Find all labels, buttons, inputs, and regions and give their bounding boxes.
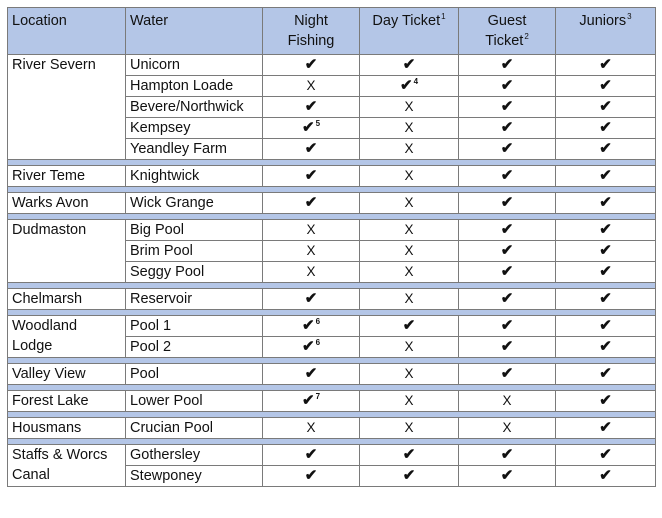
check-mark-cell: [263, 193, 360, 214]
water-cell: Big Pool: [126, 220, 263, 241]
water-cell: Unicorn: [126, 55, 263, 76]
cross-icon: X: [306, 264, 316, 279]
check-icon: ✔: [599, 167, 612, 184]
check-icon: ✔: [500, 77, 514, 94]
check-icon: ✔: [599, 317, 612, 334]
water-cell: Pool 1: [126, 316, 263, 337]
cross-mark-cell: [263, 262, 360, 283]
check-icon: ✔: [301, 119, 315, 136]
table-row: [8, 418, 656, 439]
location-cell: Woodland Lodge: [8, 316, 126, 358]
cross-mark-cell: [360, 364, 459, 385]
water-cell: Yeandley Farm: [126, 139, 263, 160]
cross-mark-cell: [263, 220, 360, 241]
table-row: [8, 55, 656, 76]
check-icon: ✔: [500, 194, 514, 211]
check-icon: ✔: [599, 392, 612, 409]
cross-mark-cell: [360, 262, 459, 283]
check-icon: ✔: [304, 365, 318, 382]
check-icon: ✔: [304, 446, 318, 463]
cross-icon: X: [306, 243, 316, 258]
check-icon: ✔: [500, 290, 514, 307]
check-icon: ✔: [500, 140, 514, 157]
check-mark-cell: [263, 97, 360, 118]
check-mark-cell: [459, 241, 556, 262]
check-mark-cell: [556, 193, 656, 214]
water-cell: Crucian Pool: [126, 418, 263, 439]
cross-icon: X: [404, 393, 414, 408]
check-mark-cell: [263, 139, 360, 160]
check-icon: ✔: [304, 290, 318, 307]
check-icon: ✔: [599, 140, 612, 157]
header-night-fishing: Night Fishing: [263, 8, 360, 55]
check-mark-cell: [263, 364, 360, 385]
check-mark-cell: [459, 337, 556, 358]
check-mark-cell: [459, 316, 556, 337]
header-row: [8, 8, 656, 55]
check-icon: ✔: [402, 446, 416, 463]
cross-icon: X: [404, 120, 414, 135]
cross-icon: X: [306, 78, 316, 93]
water-cell: Lower Pool: [126, 391, 263, 412]
check-icon: ✔: [304, 56, 318, 73]
check-icon: ✔: [599, 467, 612, 484]
water-cell: Stewponey: [126, 466, 263, 487]
water-cell: Pool: [126, 364, 263, 385]
check-mark-cell: [263, 466, 360, 487]
cross-icon: X: [404, 243, 414, 258]
table-row: [8, 364, 656, 385]
check-mark-cell: [263, 391, 360, 412]
check-mark-cell: [459, 118, 556, 139]
check-mark-cell: [459, 364, 556, 385]
check-mark-cell: [556, 364, 656, 385]
location-cell: River Severn: [8, 55, 126, 160]
check-mark-cell: [360, 76, 459, 97]
cross-mark-cell: [263, 241, 360, 262]
check-icon: ✔: [500, 263, 514, 280]
check-icon: ✔: [599, 419, 612, 436]
footnote-marker: 3: [627, 12, 632, 22]
check-mark-cell: [459, 445, 556, 466]
table-row: [8, 391, 656, 412]
check-icon: ✔: [500, 221, 514, 238]
check-mark-cell: [360, 466, 459, 487]
water-cell: Wick Grange: [126, 193, 263, 214]
check-icon: ✔: [304, 98, 318, 115]
cross-mark-cell: [360, 166, 459, 187]
check-icon: ✔: [599, 242, 612, 259]
check-icon: ✔: [599, 446, 612, 463]
check-mark-cell: [556, 262, 656, 283]
cross-mark-cell: [360, 418, 459, 439]
header-juniors: Juniors$^3$: [556, 8, 656, 55]
header-water: Water: [126, 8, 263, 55]
check-mark-cell: [459, 466, 556, 487]
check-icon: ✔: [500, 98, 514, 115]
check-mark-cell: [459, 289, 556, 310]
water-cell: Pool 2: [126, 337, 263, 358]
location-cell: River Teme: [8, 166, 126, 187]
water-cell: Kempsey: [126, 118, 263, 139]
check-mark-cell: [459, 262, 556, 283]
check-mark-cell: [556, 337, 656, 358]
check-icon: ✔: [304, 194, 318, 211]
cross-icon: X: [502, 393, 512, 408]
check-mark-cell: [459, 166, 556, 187]
check-icon: ✔: [500, 446, 514, 463]
check-icon: ✔: [301, 338, 315, 355]
check-mark-cell: [263, 445, 360, 466]
check-icon: ✔: [402, 467, 416, 484]
cross-icon: X: [404, 195, 414, 210]
check-icon: ✔: [399, 77, 413, 94]
cross-icon: X: [502, 420, 512, 435]
table-row: [8, 193, 656, 214]
cross-icon: X: [404, 168, 414, 183]
check-mark-cell: [459, 220, 556, 241]
check-mark-cell: [459, 139, 556, 160]
check-mark-cell: [556, 139, 656, 160]
cross-icon: X: [404, 291, 414, 306]
cross-icon: X: [404, 99, 414, 114]
cross-mark-cell: [263, 418, 360, 439]
check-icon: ✔: [402, 317, 416, 334]
check-mark-cell: [459, 76, 556, 97]
check-mark-cell: [556, 97, 656, 118]
check-mark-cell: [556, 241, 656, 262]
check-icon: ✔: [301, 392, 315, 409]
check-mark-cell: [263, 166, 360, 187]
cross-mark-cell: [360, 391, 459, 412]
footnote-marker: 1: [441, 12, 446, 22]
cross-mark-cell: [360, 97, 459, 118]
check-icon: ✔: [599, 56, 612, 73]
check-mark-cell: [263, 289, 360, 310]
location-cell: Staffs & Worcs Canal: [8, 445, 126, 487]
check-mark-cell: [360, 445, 459, 466]
cross-mark-cell: [360, 337, 459, 358]
check-mark-cell: [263, 55, 360, 76]
check-icon: ✔: [599, 263, 612, 280]
footnote-marker: 6: [315, 338, 321, 347]
footnote-marker: 5: [315, 119, 321, 128]
check-mark-cell: [556, 391, 656, 412]
water-cell: Knightwick: [126, 166, 263, 187]
water-cell: Gothersley: [126, 445, 263, 466]
footnote-marker: 4: [413, 77, 419, 86]
water-cell: Bevere/Northwick: [126, 97, 263, 118]
cross-icon: X: [306, 420, 316, 435]
location-cell: Housmans: [8, 418, 126, 439]
check-mark-cell: [263, 316, 360, 337]
check-mark-cell: [556, 445, 656, 466]
check-icon: ✔: [304, 467, 318, 484]
water-cell: Brim Pool: [126, 241, 263, 262]
location-cell: Dudmaston: [8, 220, 126, 283]
cross-mark-cell: [459, 391, 556, 412]
check-icon: ✔: [500, 56, 514, 73]
fishing-permissions-table: [7, 7, 656, 487]
footnote-marker: 7: [315, 392, 321, 401]
check-icon: ✔: [599, 98, 612, 115]
cross-icon: X: [404, 339, 414, 354]
cross-mark-cell: [360, 139, 459, 160]
cross-icon: X: [404, 222, 414, 237]
check-icon: ✔: [500, 317, 514, 334]
location-cell: Chelmarsh: [8, 289, 126, 310]
check-icon: ✔: [402, 56, 416, 73]
check-icon: ✔: [500, 167, 514, 184]
check-icon: ✔: [304, 167, 318, 184]
check-mark-cell: [459, 193, 556, 214]
header-day-ticket: Day Ticket$^1$: [360, 8, 459, 55]
check-icon: ✔: [599, 290, 612, 307]
check-mark-cell: [556, 166, 656, 187]
location-cell: Warks Avon: [8, 193, 126, 214]
check-icon: ✔: [500, 467, 514, 484]
check-mark-cell: [360, 55, 459, 76]
check-mark-cell: [459, 97, 556, 118]
footnote-marker: 2: [524, 32, 529, 42]
water-cell: Seggy Pool: [126, 262, 263, 283]
check-mark-cell: [556, 418, 656, 439]
cross-mark-cell: [360, 193, 459, 214]
table-row: [8, 166, 656, 187]
check-mark-cell: [360, 316, 459, 337]
check-icon: ✔: [304, 140, 318, 157]
cross-mark-cell: [360, 289, 459, 310]
check-icon: ✔: [599, 221, 612, 238]
check-icon: ✔: [599, 194, 612, 211]
check-mark-cell: [556, 289, 656, 310]
cross-mark-cell: [360, 220, 459, 241]
check-icon: ✔: [301, 317, 315, 334]
check-mark-cell: [556, 55, 656, 76]
check-mark-cell: [263, 337, 360, 358]
check-icon: ✔: [500, 119, 514, 136]
check-icon: ✔: [599, 338, 612, 355]
table-row: [8, 316, 656, 337]
check-icon: ✔: [500, 242, 514, 259]
check-mark-cell: [556, 220, 656, 241]
table-row: [8, 289, 656, 310]
water-cell: Hampton Loade: [126, 76, 263, 97]
check-mark-cell: [556, 316, 656, 337]
cross-icon: X: [404, 366, 414, 381]
check-mark-cell: [556, 76, 656, 97]
cross-mark-cell: [360, 118, 459, 139]
check-mark-cell: [263, 118, 360, 139]
cross-mark-cell: [263, 76, 360, 97]
header-location: Location: [8, 8, 126, 55]
check-mark-cell: [556, 466, 656, 487]
location-cell: Valley View: [8, 364, 126, 385]
check-icon: ✔: [599, 119, 612, 136]
check-icon: ✔: [599, 77, 612, 94]
cross-icon: X: [404, 420, 414, 435]
check-mark-cell: [459, 55, 556, 76]
table-row: [8, 445, 656, 466]
table-row: [8, 220, 656, 241]
location-cell: Forest Lake: [8, 391, 126, 412]
check-icon: ✔: [599, 365, 612, 382]
check-icon: ✔: [500, 365, 514, 382]
cross-mark-cell: [360, 241, 459, 262]
cross-icon: X: [404, 141, 414, 156]
water-cell: Reservoir: [126, 289, 263, 310]
footnote-marker: 6: [315, 317, 321, 326]
header-guest-ticket: Guest Ticket$^2$: [459, 8, 556, 55]
check-mark-cell: [556, 118, 656, 139]
cross-mark-cell: [459, 418, 556, 439]
table-body: [8, 55, 656, 487]
check-icon: ✔: [500, 338, 514, 355]
cross-icon: X: [404, 264, 414, 279]
cross-icon: X: [306, 222, 316, 237]
